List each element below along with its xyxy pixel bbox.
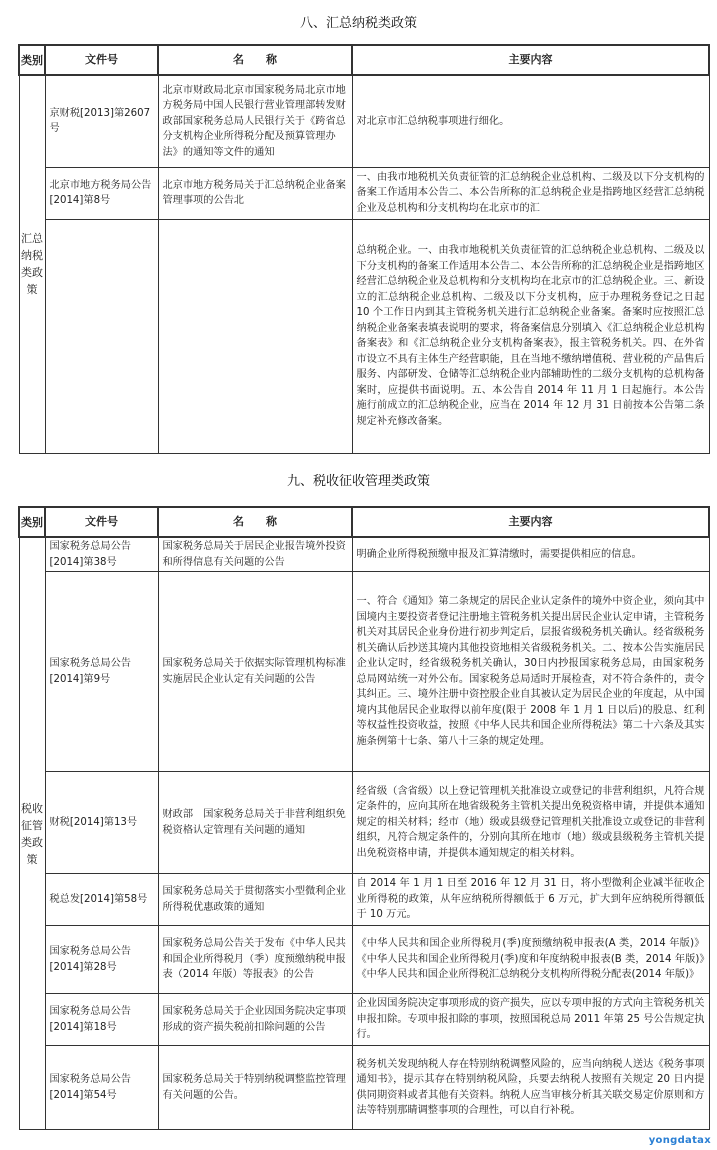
header-category: 类别: [19, 45, 45, 75]
header-category: 类别: [19, 507, 45, 537]
doc-name: 北京市地方税务局关于汇总纳税企业备案管理事项的公告北: [158, 167, 352, 219]
section9-table: [18, 506, 710, 1130]
doc-number: [45, 219, 158, 453]
doc-content: 对北京市汇总纳税事项进行细化。: [352, 75, 709, 167]
table-row: [19, 219, 709, 453]
section9-title: 九、税收征收管理类政策: [286, 474, 430, 489]
doc-number: 北京市地方税务局公告[2014]第8号: [45, 167, 158, 219]
table-row: [19, 874, 709, 926]
category-cell: 汇总纳税类政策: [19, 75, 45, 453]
doc-number: 国家税务总局公告[2014]第54号: [45, 1046, 158, 1130]
doc-number: 京财税[2013]第2607号: [45, 75, 158, 167]
doc-number: 国家税务总局公告[2014]第18号: [45, 994, 158, 1046]
section8-table: [18, 44, 710, 454]
doc-name: 国家税务总局公告关于发布《中华人民共和国企业所得税月（季）度预缴纳税申报表（2014 年版）等报表》的公告: [158, 926, 352, 994]
doc-number: 国家税务总局公告[2014]第28号: [45, 926, 158, 994]
table-row: [19, 537, 709, 572]
doc-number: 国家税务总局公告[2014]第38号: [45, 537, 158, 572]
doc-content: 自 2014 年 1 月 1 日至 2016 年 12 月 31 日，将小型微利企业减半征收企业所得税的政策，从年应纳税所得额低于 6 万元，扩大到年应纳税所得额低于 10 万元。: [352, 874, 709, 926]
header-doc: 文件号: [45, 507, 158, 537]
doc-name: 国家税务总局关于居民企业报告境外投资和所得信息有关问题的公告: [158, 537, 352, 572]
doc-name: 国家税务总局关于贯彻落实小型微利企业所得税优惠政策的通知: [158, 874, 352, 926]
doc-content: 经省级（含省级）以上登记管理机关批准设立或登记的非营利组织，凡符合规定条件的，应向其所在地省级税务主管机关提出免税资格申请，并提供本通知规定的相关材料；经市（地）级或县级登记管理机关批准设立或登记的非营利组织，凡符合规定条件的，分别向其所在地市（地）级或县级税务主管机关提出免税资格申请，并提供本通知规定的相关材料。: [352, 772, 709, 874]
table-row: [19, 772, 709, 874]
category-cell: 税收征管类政策: [19, 537, 45, 1130]
doc-content: 企业因国务院决定事项形成的资产损失，应以专项申报的方式向主管税务机关申报扣除。专项申报扣除的事项，按照国税总局 2011 年第 25 号公告规定执行。: [352, 994, 709, 1046]
table-row: [19, 75, 709, 167]
table-row: [19, 1046, 709, 1130]
table-row: [19, 994, 709, 1046]
doc-content: 一、符合《通知》第二条规定的居民企业认定条件的境外中资企业，须向其中国境内主要投资者登记注册地主管税务机关提出居民企业认定申请，主管税务机关对其居民企业身份进行初步判定后，层报省级税务机关确认。经省级税务机关确认后抄送其境内其他投资地相关省级税务机关。二、按本公告实施居民企业认定时，经省级税务机关确认，30日内抄报国家税务总局，由国家税务总局网站统一对外公布。国家税务总局适时开展检查，对不符合条件的，责令其纠正。三、境外注册中资控股企业自其被认定为居民企业的年度起，从中国境内其他居民企业取得以前年度(限于 2008 年 1 月 1 日以后)的股息、红利等权益性投资收益，按照《中华人民共和国企业所得税法》第二十六条及其实施条例第十七条、第八十三条的规定处理。: [352, 572, 709, 772]
doc-content: 一、由我市地税机关负责征管的汇总纳税企业总机构、二级及以下分支机构的备案工作适用本公告二、本公告所称的汇总纳税企业是指跨地区经营汇总纳税企业及总机构和分支机构均在北京市的汇: [352, 167, 709, 219]
doc-name: 国家税务总局关于依据实际管理机构标准实施居民企业认定有关问题的公告: [158, 572, 352, 772]
doc-number: 国家税务总局公告[2014]第9号: [45, 572, 158, 772]
doc-number: 财税[2014]第13号: [45, 772, 158, 874]
watermark-logo: yongdatax: [648, 1135, 711, 1146]
header-name: 名 称: [158, 507, 352, 537]
header-doc: 文件号: [45, 45, 158, 75]
doc-name: 北京市财政局北京市国家税务局北京市地方税务局中国人民银行营业管理部转发财政部国家税务总局人民银行关于《跨省总分支机构企业所得税分配及预算管理办法》的通知等文件的通知: [158, 75, 352, 167]
doc-content: 税务机关发现纳税人存在特别纳税调整风险的，应当向纳税人送达《税务事项通知书》，提示其存在特别纳税风险，兵要去纳税人按照有关规定 20 日内提供同期资料或者其他有关资料。纳税人应当审核分析其关联交易定价原则和方法等特别那睛调整事项的合理性，可以自行补税。: [352, 1046, 709, 1130]
header-content: 主要内容: [352, 507, 709, 537]
doc-content: 《中华人民共和国企业所得税月(季)度预缴纳税申报表(A 类，2014 年版)》《中华人民共和国企业所得税月(季)度和年度纳税申报表(B 类，2014 年版)》《中华人民共和国企业所得税汇总纳税分支机构所得税分配表(2014 年版)》: [352, 926, 709, 994]
doc-name: [158, 219, 352, 453]
doc-name: 财政部 国家税务总局关于非营利组织免税资格认定管理有关问题的通知: [158, 772, 352, 874]
table-row: [19, 926, 709, 994]
header-name: 名 称: [158, 45, 352, 75]
section8-title: 八、汇总纳税类政策: [299, 16, 417, 31]
header-content: 主要内容: [352, 45, 709, 75]
table-row: [19, 167, 709, 219]
doc-name: 国家税务总局关于特别纳税调整监控管理有关问题的公告。: [158, 1046, 352, 1130]
doc-content: 明确企业所得税预缴申报及汇算清缴时，需要提供相应的信息。: [352, 537, 709, 572]
doc-number: 税总发[2014]第58号: [45, 874, 158, 926]
doc-name: 国家税务总局关于企业因国务院决定事项形成的资产损失税前扣除问题的公告: [158, 994, 352, 1046]
table-row: [19, 572, 709, 772]
doc-content: 总纳税企业。一、由我市地税机关负责征管的汇总纳税企业总机构、二级及以下分支机构的备案工作适用本公告二、本公告所称的汇总纳税企业是指跨地区经营汇总纳税企业及总机构和分支机构均在北京市的汇总纳税企业。三、新设立的汇总纳税企业总机构、二级及以下分支机构，应于办理税务登记之日起 10 个工作日内到其主管税务机关进行汇总纳税企业备案。备案时应按照汇总纳税企业备案表填表说明的要求，将备案信息分别填入《汇总纳税企业总机构备案表》和《汇总纳税企业分支机构备案表》，报主管税务机关。四、在外省市设立不具有主体生产经营职能，且在当地不缴纳增值税、营业税的产品售后服务、内部研发、仓储等汇总纳税企业内部辅助性的二级分支机构的总机构备案时，应提供书面说明。五、本公告自 2014 年 11 月 1 日起施行。本公告施行前成立的汇总纳税企业，应当在 2014 年 12 月 31 日前按本公告第二条规定补充修改备案。: [352, 219, 709, 453]
